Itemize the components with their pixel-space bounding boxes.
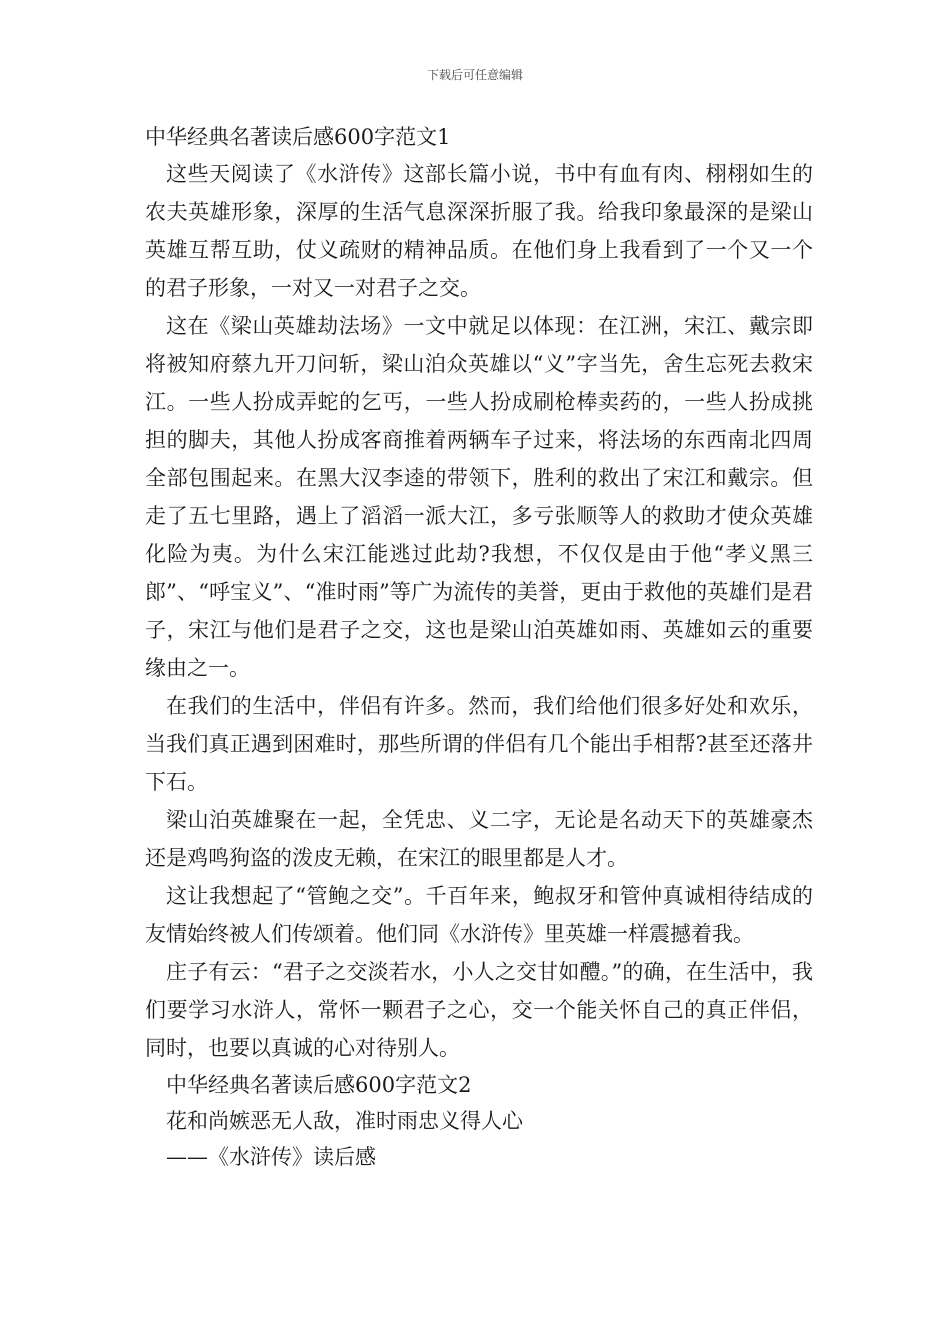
article-subtitle: 花和尚嫉恶无人敌，准时雨忠义得人心 <box>166 1109 523 1133</box>
paragraph: 这让我想起了“管鲍之交”。千百年来，鲍叔牙和管仲真诚相待结成的友情始终被人们传颂着。他们同《水浒传》里英雄一样震撼着我。 <box>145 884 813 946</box>
article-title-1: 中华经典名著读后感600字范文1 <box>145 125 451 149</box>
paragraph: 梁山泊英雄聚在一起，全凭忠、义二字，无论是名动天下的英雄豪杰还是鸡鸣狗盗的泼皮无赖，在宋江的眼里都是人才。 <box>145 808 813 870</box>
article-title-2: 中华经典名著读后感600字范文2 <box>166 1073 472 1097</box>
paragraph: 庄子有云：“君子之交淡若水，小人之交甘如醴。”的确，在生活中，我们要学习水浒人，常怀一颗君子之心，交一个能关怀自己的真正伴侣，同时，也要以真诚的心对待别人。 <box>145 960 813 1060</box>
paragraph: 这在《梁山英雄劫法场》一文中就足以体现：在江洲，宋江、戴宗即将被知府蔡九开刀问斩，梁山泊众英雄以“义”字当先，舍生忘死去救宋江。一些人扮成弄蛇的乞丐，一些人扮成刷枪棒卖药的，一些人扮成挑担的脚夫，其他人扮成客商推着两辆车子过来，将法场的东西南北四周全部包围起来。在黑大汉李逵的带领下，胜利的救出了宋江和戴宗。但走了五七里路，遇上了滔滔一派大江，多亏张顺等人的救助才使众英雄化险为夷。为什么宋江能逃过此劫?我想，不仅仅是由于他“孝义黑三郎”、“呼宝义”、“准时雨”等广为流传的美誉，更由于救他的英雄们是君子，宋江与他们是君子之交，这也是梁山泊英雄如雨、英雄如云的重要缘由之一。 <box>145 314 813 680</box>
header-note: 下载后可任意编辑 <box>426 68 523 82</box>
paragraph: 这些天阅读了《水浒传》这部长篇小说，书中有血有肉、栩栩如生的农夫英雄形象，深厚的生活气息深深折服了我。给我印象最深的是梁山英雄互帮互助，仗义疏财的精神品质。在他们身上我看到了一个又一个的君子形象，一对又一对君子之交。 <box>145 162 813 300</box>
paragraph: 在我们的生活中，伴侣有许多。然而，我们给他们很多好处和欢乐，当我们真正遇到困难时，那些所谓的伴侣有几个能出手相帮?甚至还落井下石。 <box>145 694 813 794</box>
article-byline: ——《水浒传》读后感 <box>166 1145 376 1169</box>
article-body <box>145 119 813 1175</box>
